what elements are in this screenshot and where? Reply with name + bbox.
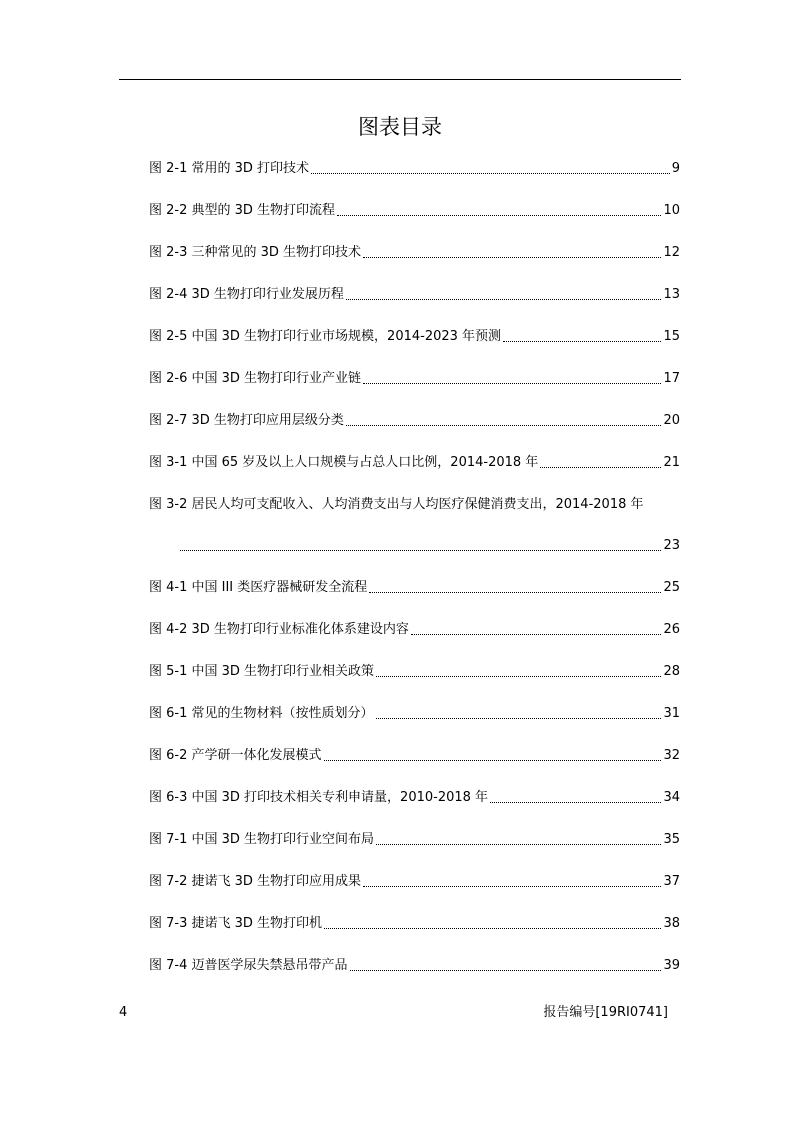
toc-entry-label: 图 7-3 捷诺飞 3D 生物打印机 [149, 916, 323, 931]
toc-entry[interactable] [149, 326, 680, 346]
toc-entry-wrapped[interactable] [149, 494, 680, 514]
leader-dots [411, 634, 662, 635]
toc-entry[interactable] [149, 452, 680, 472]
toc-entry-continuation[interactable] [180, 535, 680, 555]
leader-dots [540, 467, 661, 468]
toc-entry-page: 26 [663, 622, 680, 637]
leader-dots [346, 425, 662, 426]
toc-entry[interactable] [149, 787, 680, 807]
toc-entry[interactable] [149, 745, 680, 765]
toc-entry-label: 图 4-2 3D 生物打印行业标准化体系建设内容 [149, 622, 409, 637]
toc-entry-label: 图 2-4 3D 生物打印行业发展历程 [149, 287, 344, 302]
toc-entry-page: 37 [663, 874, 680, 889]
toc-entry-label: 图 3-1 中国 65 岁及以上人口规模与占总人口比例，2014-2018 年 [149, 455, 539, 470]
toc-entry-page: 35 [663, 832, 680, 847]
toc-entry-page: 28 [663, 664, 680, 679]
header-rule [119, 79, 681, 80]
toc-entry-page: 25 [663, 580, 680, 595]
toc-entry-label: 图 2-2 典型的 3D 生物打印流程 [149, 203, 336, 218]
toc-entry[interactable] [149, 158, 680, 178]
toc-entry-label: 图 6-2 产学研一体化发展模式 [149, 748, 322, 763]
toc-entry[interactable] [149, 913, 680, 933]
toc-entry-page: 31 [663, 706, 680, 721]
toc-entry-label: 图 3-2 居民人均可支配收入、人均消费支出与人均医疗保健消费支出，2014-2018 年 [149, 497, 644, 512]
toc-entry-page: 23 [663, 538, 680, 553]
leader-dots [503, 341, 661, 342]
toc-entry-label: 图 2-7 3D 生物打印应用层级分类 [149, 413, 344, 428]
toc-entry-label: 图 6-3 中国 3D 打印技术相关专利申请量，2010-2018 年 [149, 790, 489, 805]
toc-entry[interactable] [149, 410, 680, 430]
toc-entry-page: 15 [663, 329, 680, 344]
toc-entry[interactable] [149, 661, 680, 681]
toc-entry-label: 图 2-6 中国 3D 生物打印行业产业链 [149, 371, 362, 386]
toc-entry-page: 39 [663, 958, 680, 973]
toc-entry[interactable] [149, 829, 680, 849]
leader-dots [376, 844, 661, 845]
toc-entry-label: 图 5-1 中国 3D 生物打印行业相关政策 [149, 664, 375, 679]
leader-dots [363, 257, 661, 258]
toc-entry-page: 12 [663, 245, 680, 260]
toc-entry[interactable] [149, 368, 680, 388]
leader-dots [490, 802, 661, 803]
toc-entry[interactable] [149, 703, 680, 723]
leader-dots [363, 383, 661, 384]
leader-dots [369, 592, 661, 593]
toc-entry-label: 图 2-3 三种常见的 3D 生物打印技术 [149, 245, 362, 260]
leader-dots [311, 173, 670, 174]
toc-entry-page: 10 [663, 203, 680, 218]
toc-entry[interactable] [149, 284, 680, 304]
toc-entry-label: 图 4-1 中国 III 类医疗器械研发全流程 [149, 580, 368, 595]
leader-dots [376, 676, 661, 677]
toc-entry[interactable] [149, 242, 680, 262]
leader-dots [346, 299, 662, 300]
leader-dots [180, 550, 661, 551]
toc-entry-label: 图 7-4 迈普医学尿失禁悬吊带产品 [149, 958, 348, 973]
toc-entry[interactable] [149, 619, 680, 639]
toc-entry-page: 20 [663, 413, 680, 428]
toc-entry-label: 图 2-5 中国 3D 生物打印行业市场规模，2014-2023 年预测 [149, 329, 502, 344]
leader-dots [324, 928, 661, 929]
leader-dots [324, 760, 662, 761]
toc-entry-label: 图 7-2 捷诺飞 3D 生物打印应用成果 [149, 874, 362, 889]
leader-dots [376, 718, 662, 719]
toc-entry[interactable] [149, 955, 680, 975]
toc-entry-page: 34 [663, 790, 680, 805]
toc-entry-label: 图 2-1 常用的 3D 打印技术 [149, 161, 310, 176]
toc-entry[interactable] [149, 200, 680, 220]
footer-page-number: 4 [119, 1005, 128, 1020]
leader-dots [363, 886, 661, 887]
toc-entry-label: 图 7-1 中国 3D 生物打印行业空间布局 [149, 832, 375, 847]
toc-entry-page: 13 [663, 287, 680, 302]
toc-entry-page: 32 [663, 748, 680, 763]
toc-entry-page: 9 [671, 161, 680, 176]
leader-dots [337, 215, 661, 216]
toc-entry-page: 21 [663, 455, 680, 470]
footer-report-number: 报告编号[19RI0741] [543, 1005, 668, 1020]
toc-entry-page: 38 [663, 916, 680, 931]
toc-entry-page: 17 [663, 371, 680, 386]
toc-entry[interactable] [149, 577, 680, 597]
leader-dots [350, 970, 662, 971]
toc-entry-label: 图 6-1 常见的生物材料（按性质划分） [149, 706, 374, 721]
page-title: 图表目录 [358, 115, 442, 139]
toc-entry[interactable] [149, 871, 680, 891]
